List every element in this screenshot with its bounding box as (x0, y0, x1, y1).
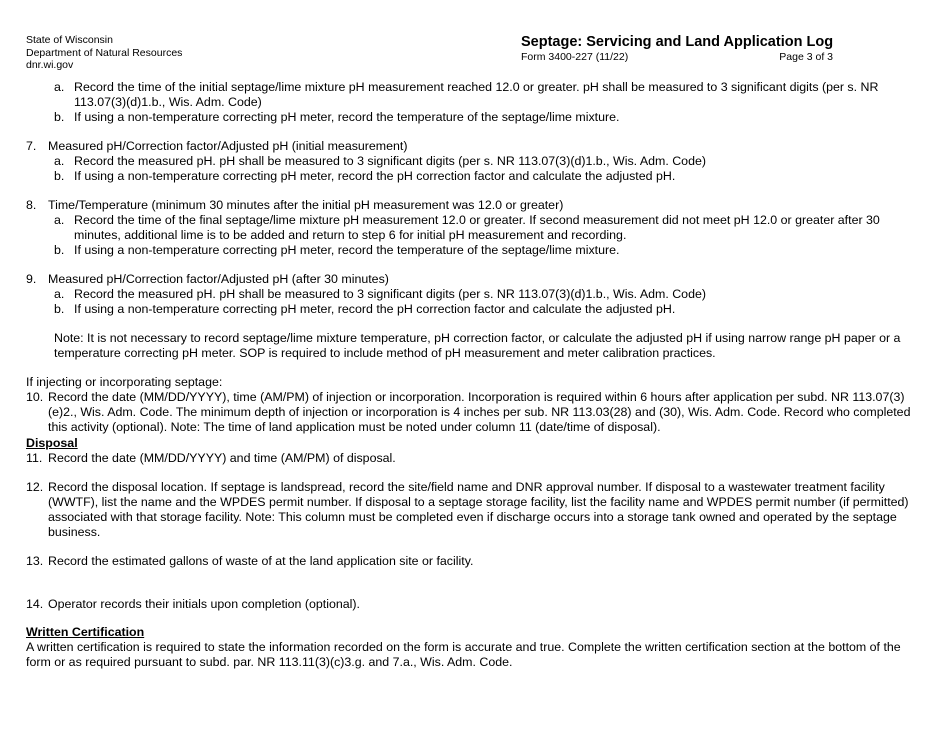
item7-a-letter: a. (54, 154, 65, 168)
item8-a (54, 213, 926, 243)
item6-b-letter: b. (54, 110, 65, 124)
item8-a-text: Record the time of the final septage/lime mixture pH measurement 12.0 or greater. If second measurement did not meet pH 12.0 or greater after 30 minutes, additional lime is to be added and return to step 6 for initial pH measurement and recording. (74, 213, 880, 242)
item14-text: Operator records their initials upon completion (optional). (48, 597, 360, 611)
instructions-body (26, 80, 926, 670)
item10-text: Record the date (MM/DD/YYYY), time (AM/PM) of injection or incorporation. Incorporation is required within 6 hours after application per subd. NR 113.07(3)(e)2., Wis. Adm. Code. The minimum depth of injection or incorporation is 4 inches per sub. NR 113.03(28) and (30), Wis. Adm. Code. Record who completed this activity (optional). Note: The time of land application must be noted under column 11 (date/time of disposal). (48, 390, 911, 434)
item8 (26, 198, 926, 213)
item14-number: 14. (26, 597, 44, 611)
item6-a (54, 80, 926, 110)
item10 (26, 390, 926, 435)
page-number: Page 3 of 3 (779, 51, 833, 63)
item9-a-text: Record the measured pH. pH shall be measured to 3 significant digits (per s. NR 113.07(3)(d)1.b., Wis. Adm. Code) (74, 287, 706, 301)
certification-text: A written certification is required to state the information recorded on the form is accurate and true. Complete the written certification section at the bottom of the form or as required pursuant to subd. par. NR 113.11(3)(c)3.g. and 7.a., Wis. Adm. Code. (26, 640, 901, 669)
item13 (26, 554, 926, 569)
item8-b (54, 243, 926, 258)
item11 (26, 451, 926, 466)
item13-text: Record the estimated gallons of waste of at the land application site or facility. (48, 554, 474, 568)
item7-b-letter: b. (54, 169, 65, 183)
form-header (521, 34, 833, 63)
item7-b (54, 169, 926, 184)
item9-number: 9. (26, 272, 37, 286)
item8-b-letter: b. (54, 243, 65, 257)
injecting-intro: If injecting or incorporating septage: (26, 375, 223, 389)
form-number: Form 3400-227 (11/22) (521, 51, 629, 63)
item7-a-text: Record the measured pH. pH shall be measured to 3 significant digits (per s. NR 113.07(3)(d)1.b., Wis. Adm. Code) (74, 154, 706, 168)
item9-title: Measured pH/Correction factor/Adjusted pH (after 30 minutes) (48, 272, 389, 286)
agency-header (26, 34, 182, 72)
item10-number: 10. (26, 390, 44, 404)
ph-note: Note: It is not necessary to record septage/lime mixture temperature, pH correction factor, or calculate the adjusted pH if using narrow range pH paper or a temperature correcting pH meter. SOP is required to include method of pH measurement and meter calibration practices. (54, 331, 901, 360)
item9-a-letter: a. (54, 287, 65, 301)
item12-number: 12. (26, 480, 44, 494)
item9-b (54, 302, 926, 317)
item12-text: Record the disposal location. If septage is landspread, record the site/field name and DNR approval number. If disposal to a wastewater treatment facility (WWTF), list the name and the WPDES permit number. If disposal to a septage storage facility, list the facility name and WPDES permit number (if permitted) associated with that storage facility. Note: This column must be completed even if discharge occurs into a storage tank owned and operated by the septage business. (48, 480, 909, 539)
item14 (26, 597, 926, 612)
form-meta (521, 51, 833, 63)
item7-number: 7. (26, 139, 37, 153)
item11-text: Record the date (MM/DD/YYYY) and time (AM/PM) of disposal. (48, 451, 396, 465)
agency-state: State of Wisconsin (26, 34, 113, 46)
item7-b-text: If using a non-temperature correcting pH meter, record the pH correction factor and calculate the adjusted pH. (74, 169, 676, 183)
item9-a (54, 287, 926, 302)
certification-heading: Written Certification (26, 625, 145, 639)
item8-number: 8. (26, 198, 37, 212)
disposal-heading: Disposal (26, 436, 78, 450)
form-title: Septage: Servicing and Land Application Log (521, 34, 834, 50)
item6-a-letter: a. (54, 80, 65, 94)
item7-a (54, 154, 926, 169)
item9-b-letter: b. (54, 302, 65, 316)
item8-title: Time/Temperature (minimum 30 minutes after the initial pH measurement was 12.0 or greater) (48, 198, 564, 212)
item12 (26, 480, 926, 540)
item6-a-text: Record the time of the initial septage/lime mixture pH measurement reached 12.0 or greater. pH shall be measured to 3 significant digits (per s. NR 113.07(3)(d)1.b., Wis. Adm. Code) (74, 80, 879, 109)
item8-a-letter: a. (54, 213, 65, 227)
item9 (26, 272, 926, 287)
item6-b-text: If using a non-temperature correcting pH meter, record the temperature of the septage/lime mixture. (74, 110, 620, 124)
agency-department: Department of Natural Resources (26, 46, 183, 59)
item7-title: Measured pH/Correction factor/Adjusted pH (initial measurement) (48, 139, 408, 153)
item8-b-text: If using a non-temperature correcting pH meter, record the temperature of the septage/lime mixture. (74, 243, 620, 257)
item13-number: 13. (26, 554, 44, 568)
item9-b-text: If using a non-temperature correcting pH meter, record the pH correction factor and calculate the adjusted pH. (74, 302, 676, 316)
item6-b (54, 110, 926, 125)
agency-website: dnr.wi.gov (26, 59, 74, 71)
item7 (26, 139, 926, 154)
item11-number: 11. (26, 451, 43, 465)
